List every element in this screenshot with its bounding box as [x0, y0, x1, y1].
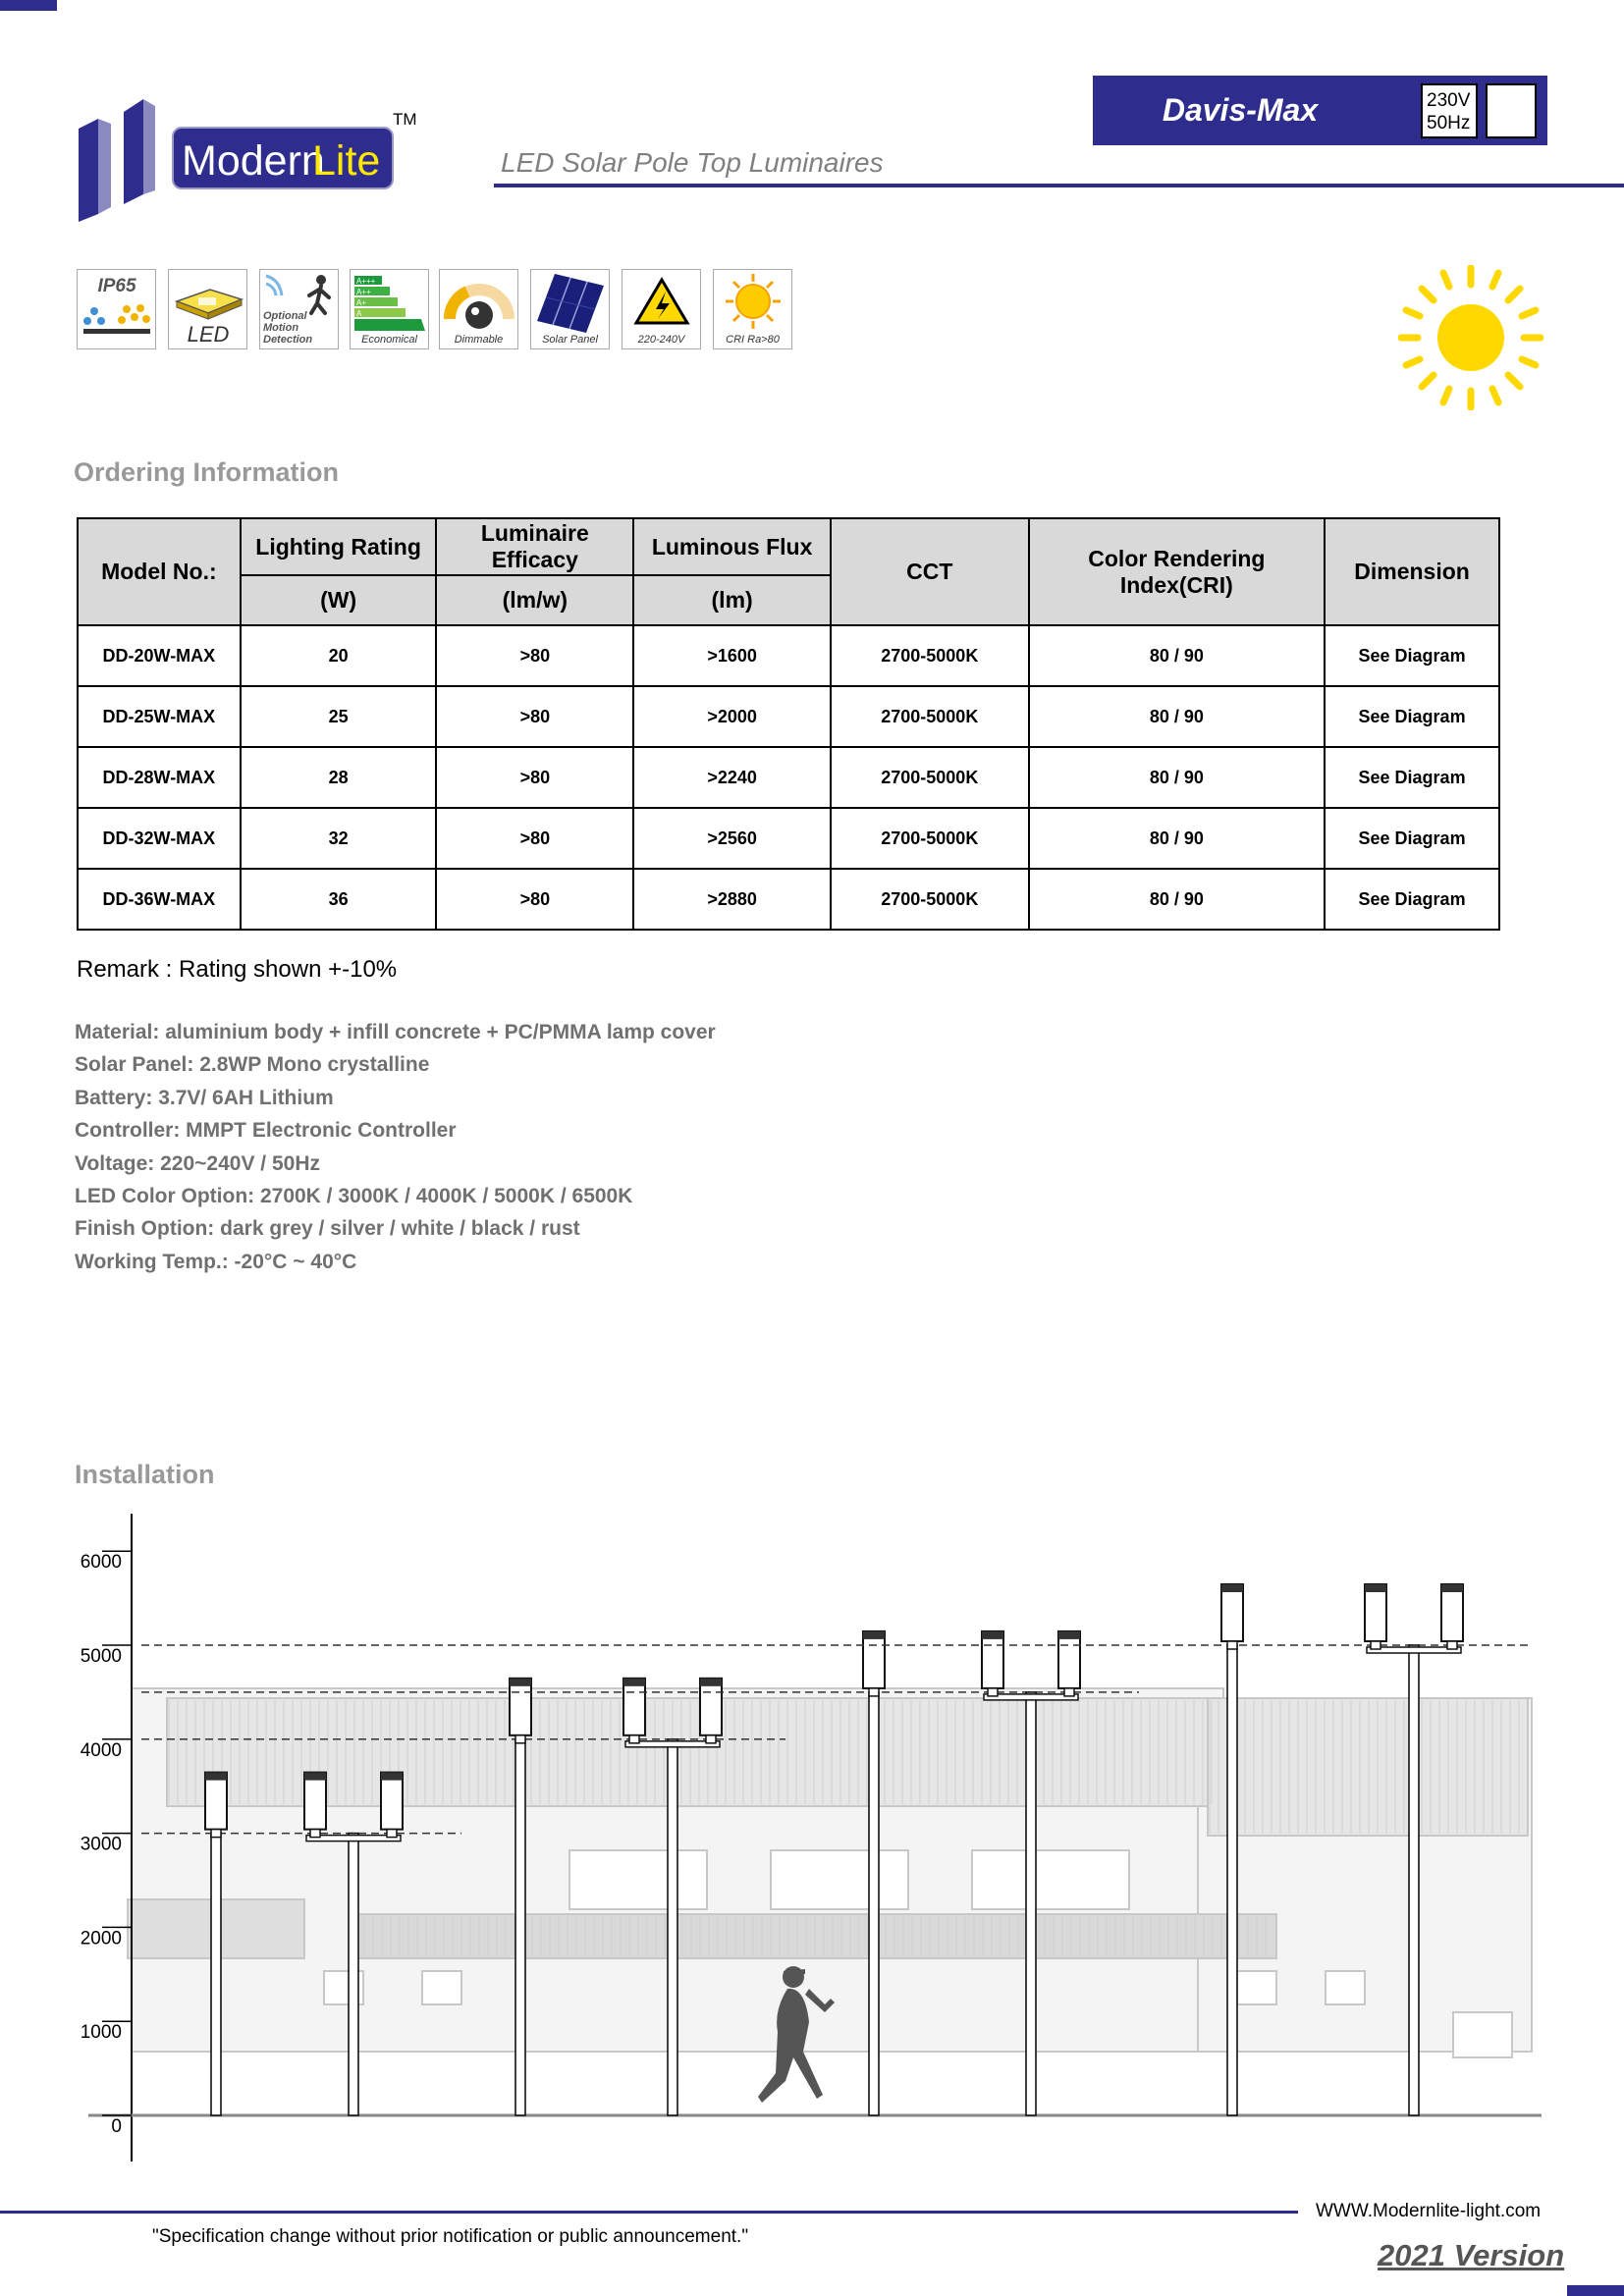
- svg-text:A: A: [356, 309, 362, 318]
- svg-text:Detection: Detection: [263, 334, 313, 346]
- table-row: [78, 747, 1499, 808]
- luminaire-head: [1441, 1584, 1463, 1641]
- table-row: [78, 686, 1499, 747]
- luminaire-head: [510, 1679, 531, 1735]
- cell-rating: 28: [241, 747, 437, 808]
- luminaire-cap: [1058, 1631, 1080, 1639]
- luminaire-cap: [381, 1773, 403, 1781]
- corner-accent-bottom: [1567, 2285, 1624, 2296]
- luminaire-cap: [863, 1631, 885, 1639]
- voltage-value: 230V: [1427, 90, 1471, 111]
- ordering-section-title: Ordering Information: [74, 457, 339, 487]
- cell-rating: 36: [241, 869, 437, 930]
- blank-certification-box: [1486, 83, 1537, 138]
- header-efficacy: Luminaire Efficacy: [436, 518, 633, 575]
- frequency-value: 50Hz: [1427, 113, 1471, 133]
- table-row: [78, 808, 1499, 869]
- modernlite-logo: [77, 94, 420, 222]
- cell-cri: 80 / 90: [1029, 869, 1326, 930]
- luminaire-mount: [515, 1735, 525, 1743]
- luminaire-mount: [1227, 1641, 1237, 1649]
- spec-led-color: LED Color Option: 2700K / 3000K / 4000K / 5000K / 6500K: [75, 1185, 633, 1208]
- icon-caption: Economical: [361, 334, 417, 346]
- cell-cct: 2700-5000K: [831, 686, 1029, 747]
- luminaire-mount: [629, 1735, 639, 1743]
- header-dimension: Dimension: [1325, 518, 1499, 625]
- svg-text:IP65: IP65: [97, 276, 136, 296]
- cell-cri: 80 / 90: [1029, 808, 1326, 869]
- subtitle-rule: [494, 184, 1624, 187]
- axis-tick-label: 4000: [80, 1739, 122, 1761]
- header-flux-unit: (lm): [633, 575, 831, 625]
- cell-cct: 2700-5000K: [831, 808, 1029, 869]
- led-chip-icon: [168, 269, 247, 349]
- luminaire-mount: [387, 1830, 397, 1838]
- luminaire-head: [1058, 1631, 1080, 1688]
- product-name: Davis-Max: [1162, 92, 1319, 128]
- cell-efficacy: >80: [436, 686, 633, 747]
- cell-model: DD-32W-MAX: [78, 808, 241, 869]
- pole: [211, 1834, 221, 2115]
- cell-efficacy: >80: [436, 808, 633, 869]
- website-link[interactable]: WWW.Modernlite-light.com: [1316, 2201, 1542, 2221]
- header-cct: CCT: [831, 518, 1029, 625]
- cell-dimension: See Diagram: [1325, 808, 1499, 869]
- luminaire-mount: [869, 1688, 879, 1696]
- cell-cri: 80 / 90: [1029, 686, 1326, 747]
- logo-text-lite: Lite: [312, 137, 381, 185]
- cell-model: DD-28W-MAX: [78, 747, 241, 808]
- pole: [1026, 1692, 1036, 2115]
- cell-flux: >2000: [633, 686, 831, 747]
- motion-detection-icon: [259, 269, 339, 349]
- voltage-badge: [1421, 83, 1478, 138]
- cell-efficacy: >80: [436, 747, 633, 808]
- cell-cct: 2700-5000K: [831, 747, 1029, 808]
- rating-remark: Remark : Rating shown +-10%: [77, 956, 398, 983]
- header-model: Model No.:: [78, 518, 241, 625]
- luminaire-cap: [700, 1679, 722, 1686]
- svg-text:A+: A+: [356, 298, 367, 307]
- cell-cri: 80 / 90: [1029, 747, 1326, 808]
- spec-material: Material: aluminium body + infill concrete + PC/PMMA lamp cover: [75, 1021, 716, 1043]
- header-cri: Color Rendering Index(CRI): [1029, 518, 1326, 625]
- luminaire-cap: [1221, 1584, 1243, 1592]
- logo-text-modern: Modern: [182, 137, 325, 185]
- luminaire-mount: [1371, 1641, 1380, 1649]
- axis-tick-label: 3000: [80, 1834, 122, 1855]
- luminaire-head: [381, 1773, 403, 1830]
- cell-cct: 2700-5000K: [831, 869, 1029, 930]
- luminaire-mount: [211, 1830, 221, 1838]
- luminaire-head: [863, 1631, 885, 1688]
- luminaire-head: [1365, 1584, 1386, 1641]
- luminaire-mount: [706, 1735, 716, 1743]
- trademark-mark: TM: [393, 110, 417, 129]
- axis-tick-label: 6000: [80, 1552, 122, 1574]
- icon-caption: CRI Ra>80: [726, 334, 780, 346]
- product-subtitle: LED Solar Pole Top Luminaires: [501, 147, 884, 178]
- sun-icon: [1398, 265, 1543, 410]
- spec-finish: Finish Option: dark grey / silver / white / black / rust: [75, 1217, 580, 1241]
- high-voltage-icon: [622, 269, 701, 349]
- pole: [668, 1739, 677, 2115]
- spec-controller: Controller: MMPT Electronic Controller: [75, 1119, 457, 1143]
- cell-flux: >2560: [633, 808, 831, 869]
- luminaire-cap: [510, 1679, 531, 1686]
- luminaire-mount: [1447, 1641, 1457, 1649]
- disclaimer-text: "Specification change without prior notification or public announcement.": [152, 2226, 749, 2247]
- installation-diagram: [59, 1502, 1571, 2169]
- dimmable-icon: [439, 269, 518, 349]
- version-label: 2021 Version: [1378, 2238, 1565, 2272]
- icon-caption: 220-240V: [637, 334, 685, 346]
- luminaire-cap: [982, 1631, 1003, 1639]
- installation-section-title: Installation: [75, 1460, 215, 1489]
- axis-tick-label: 2000: [80, 1928, 122, 1949]
- cell-model: DD-36W-MAX: [78, 869, 241, 930]
- table-row: [78, 869, 1499, 930]
- cell-flux: >1600: [633, 625, 831, 686]
- energy-rating-icon: [350, 269, 429, 349]
- cell-flux: >2240: [633, 747, 831, 808]
- cell-flux: >2880: [633, 869, 831, 930]
- cell-model: DD-25W-MAX: [78, 686, 241, 747]
- svg-text:A++: A++: [356, 288, 371, 296]
- luminaire-head: [623, 1679, 645, 1735]
- svg-text:Optional: Optional: [263, 310, 307, 322]
- cell-efficacy: >80: [436, 625, 633, 686]
- cell-dimension: See Diagram: [1325, 686, 1499, 747]
- spec-solar-panel: Solar Panel: 2.8WP Mono crystalline: [75, 1053, 430, 1077]
- cell-cri: 80 / 90: [1029, 625, 1326, 686]
- pole: [1409, 1645, 1419, 2115]
- luminaire-head: [700, 1679, 722, 1735]
- luminaire-cap: [1441, 1584, 1463, 1592]
- header-efficacy-unit: (lm/w): [436, 575, 633, 625]
- spec-list: [75, 1016, 716, 1278]
- solar-panel-icon: [530, 269, 610, 349]
- cell-dimension: See Diagram: [1325, 625, 1499, 686]
- corner-accent-top: [0, 0, 57, 11]
- cell-rating: 32: [241, 808, 437, 869]
- luminaire-mount: [1064, 1688, 1074, 1696]
- luminaire-head: [982, 1631, 1003, 1688]
- ordering-table: [77, 517, 1500, 931]
- cell-dimension: See Diagram: [1325, 869, 1499, 930]
- svg-text:Motion: Motion: [263, 322, 299, 334]
- luminaire-cap: [205, 1773, 227, 1781]
- pole: [515, 1739, 525, 2115]
- svg-text:LED: LED: [187, 322, 230, 347]
- ip65-icon: [77, 269, 156, 349]
- cell-efficacy: >80: [436, 869, 633, 930]
- cell-model: DD-20W-MAX: [78, 625, 241, 686]
- header-rating: Lighting Rating: [241, 518, 437, 575]
- luminaire-head: [304, 1773, 326, 1830]
- icon-caption: Solar Panel: [542, 334, 598, 346]
- axis-tick-label: 0: [111, 2116, 122, 2137]
- luminaire-cap: [1365, 1584, 1386, 1592]
- luminaire-cap: [623, 1679, 645, 1686]
- cell-dimension: See Diagram: [1325, 747, 1499, 808]
- footer-rule: [0, 2211, 1298, 2214]
- pole: [1227, 1645, 1237, 2115]
- axis-tick-label: 1000: [80, 2022, 122, 2044]
- header-rating-unit: (W): [241, 575, 437, 625]
- header-flux: Luminous Flux: [633, 518, 831, 575]
- luminaire-head: [205, 1773, 227, 1830]
- luminaire-cap: [304, 1773, 326, 1781]
- spec-working-temp: Working Temp.: -20°C ~ 40°C: [75, 1250, 357, 1273]
- spec-battery: Battery: 3.7V/ 6AH Lithium: [75, 1086, 334, 1109]
- axis-tick-label: 5000: [80, 1646, 122, 1667]
- luminaire-mount: [310, 1830, 320, 1838]
- luminaire-head: [1221, 1584, 1243, 1641]
- pole: [349, 1834, 358, 2115]
- table-row: [78, 625, 1499, 686]
- svg-text:A+++: A+++: [356, 277, 376, 286]
- luminaire-mount: [988, 1688, 998, 1696]
- spec-voltage: Voltage: 220~240V / 50Hz: [75, 1151, 320, 1175]
- pole: [869, 1692, 879, 2115]
- cri-sun-icon: [713, 269, 792, 349]
- cell-rating: 20: [241, 625, 437, 686]
- icon-caption: Dimmable: [454, 334, 504, 346]
- cell-cct: 2700-5000K: [831, 625, 1029, 686]
- cell-rating: 25: [241, 686, 437, 747]
